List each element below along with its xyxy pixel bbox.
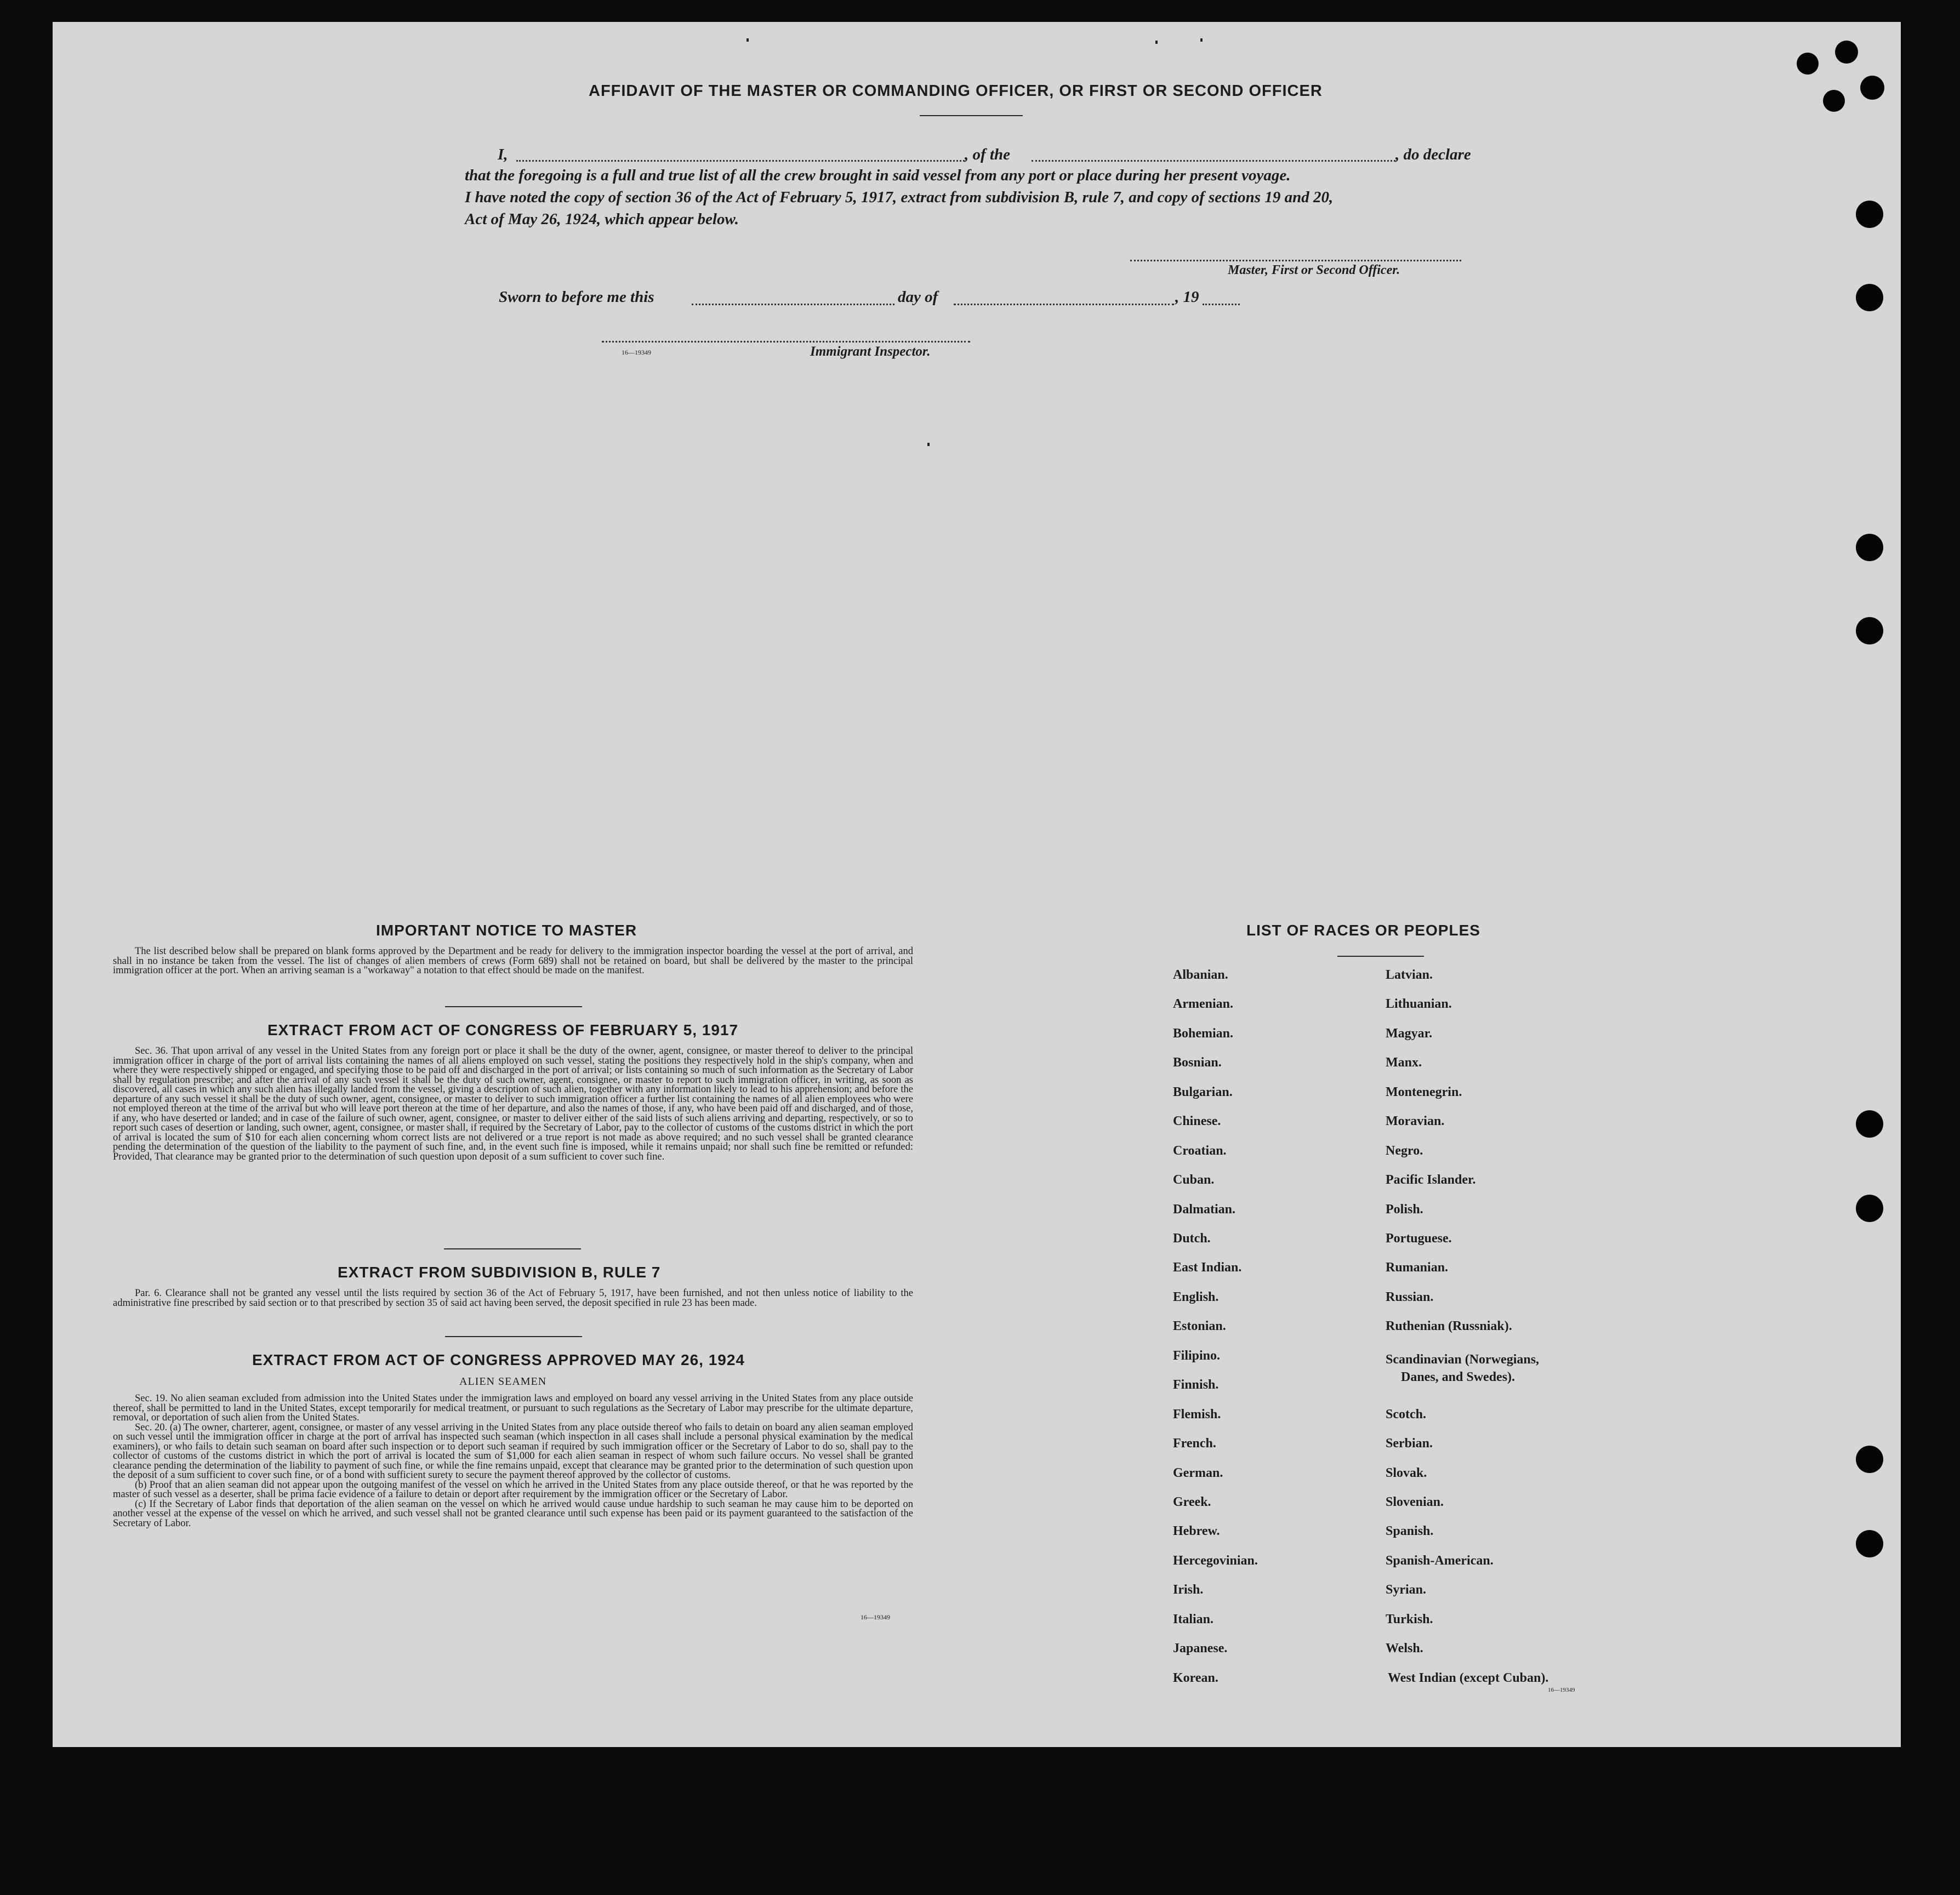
notice-paragraph: The list described below shall be prepared on blank forms approved by the Department and be ready for delivery to the immigration inspector boarding the vessel at the port of arrival, and shall in no instance be taken from the vessel. The list of changes of alien members of crews (Form 689) shall not be retained on board, but shall be delivered by the master to the principal immigration officer at the port. When an arriving seaman is a "workaway" a notation to that effect should be made on the manifest.	[113, 946, 913, 976]
race-item: Greek.	[1173, 1495, 1211, 1509]
race-item: Hercegovinian.	[1173, 1554, 1258, 1568]
punch-hole	[1856, 284, 1883, 311]
sec20c-paragraph: (c) If the Secretary of Labor finds that deportation of the alien seaman on the vessel on which he arrived would cause undue hardship to such seaman he may cause him to be deported on another vessel at the expense of the vessel on which he arrived, and such vessel shall not be granted clearance until such expense has been paid or its payment guaranteed to the satisfaction of the Secretary of Labor.	[113, 1498, 913, 1529]
race-item: Turkish.	[1386, 1612, 1433, 1626]
race-item: Russian.	[1386, 1290, 1434, 1304]
sec19-paragraph: Sec. 19. No alien seaman excluded from admission into the United States under the immigration laws and employed on board any vessel arriving in the United States from any place outside thereof, shall be permitted to land in the United States, except temporarily for medical treatment, or pursuant to such regulations as the Secretary of Labor may prescribe for the ultimate departure, removal, or deportation of such alien from the United States.	[113, 1393, 913, 1423]
vessel-field[interactable]	[1032, 160, 1395, 162]
affidavit-of-the: , of the	[965, 146, 1010, 163]
race-item: Slovak.	[1386, 1466, 1427, 1480]
extract-rule7-title: EXTRACT FROM SUBDIVISION B, RULE 7	[338, 1264, 661, 1281]
sworn-year-field[interactable]	[1203, 304, 1240, 305]
race-item: Bosnian.	[1173, 1055, 1222, 1070]
extract-1917-paragraph: Sec. 36. That upon arrival of any vessel in the United States from any foreign port or place it shall be the duty of the owner, agent, consignee, or master thereof to deliver to the principal immigration officer in charge of the port of arrival lists containing the names of all aliens employed on such vessel, stating the positions they respectively hold in the ship's company, when and where they were respectively shipped or engaged, and specifying those to be paid off and discharged in the port of arrival; or lists containing so much of such information as the Secretary of Labor shall by regulation prescribe; and after the arrival of any such vessel it shall be the duty of such owner, agent, consignee, or master to report to such immigration officer, in writing, as soon as discovered, all cases in which any such alien has illegally landed from the vessel, giving a description of such alien, together with any information likely to lead to his apprehension; and before the departure of any such vessel it shall be the duty of such owner, agent, consignee, or master to deliver to such immigration officer a further list containing the names of all alien employees who were not employed thereon at the time of the arrival but who will leave port thereon at the time of her departure, and also the names of those, if any, who have been paid off and discharged, and of those, if any, who have deserted or landed; and in case of the failure of such owner, agent, consignee, or master to deliver either of the said lists of such aliens arriving and departing, respectively, or so to report such cases of desertion or landing, such owner, agent, consignee, or master shall, if required by the Secretary of Labor, pay to the collector of customs of the customs district in which the port of arrival is located the sum of $10 for each alien concerning whom correct lists are not delivered or a true report is not made as above required; and no such vessel shall be granted clearance pending the determination of the question of the liability to the payment of such fine, and, in the event such fine is imposed, while it remains unpaid; nor shall such fine be remitted or refunded: Provided, That clearance may be granted prior to the determination of such question upon deposit of a sum sufficient to cover such fine.	[113, 1046, 913, 1162]
race-item: English.	[1173, 1290, 1219, 1304]
races-rule	[1337, 956, 1424, 957]
race-item: Serbian.	[1386, 1436, 1433, 1451]
punch-hole	[1860, 76, 1884, 100]
race-item: Slovenian.	[1386, 1495, 1444, 1509]
sworn-prefix: Sworn to before me this	[499, 288, 654, 306]
affidavit-line-3: I have noted the copy of section 36 of the Act of February 5, 1917, extract from subdivision B, rule 7, and copy of sections 19 and 20,	[465, 189, 1334, 206]
extract-1917-title: EXTRACT FROM ACT OF CONGRESS OF FEBRUARY 5, 1917	[267, 1021, 739, 1038]
race-item: East Indian.	[1173, 1260, 1242, 1275]
affidavit-i: I,	[498, 146, 508, 163]
race-item: Finnish.	[1173, 1378, 1219, 1392]
inspector-caption: Immigrant Inspector.	[810, 344, 931, 359]
race-item: Scandinavian (Norwegians,	[1386, 1352, 1540, 1367]
race-item: French.	[1173, 1436, 1216, 1451]
race-item: Croatian.	[1173, 1144, 1227, 1158]
punch-hole	[1797, 53, 1819, 75]
extract-1924-subtitle: ALIEN SEAMEN	[459, 1375, 547, 1388]
race-item: German.	[1173, 1466, 1223, 1480]
race-item: Pacific Islander.	[1386, 1173, 1476, 1187]
affidavit-form-number: 16—19349	[622, 349, 651, 356]
race-item: Syrian.	[1386, 1583, 1427, 1597]
race-item: Bulgarian.	[1173, 1085, 1233, 1099]
race-item: Filipino.	[1173, 1349, 1221, 1363]
race-item: Ruthenian (Russniak).	[1386, 1319, 1512, 1333]
notice-title: IMPORTANT NOTICE TO MASTER	[376, 922, 637, 939]
race-item: Chinese.	[1173, 1114, 1221, 1128]
race-item: Lithuanian.	[1386, 997, 1452, 1011]
race-item: Welsh.	[1386, 1641, 1423, 1656]
race-item: Scotch.	[1386, 1407, 1426, 1422]
sec20a-paragraph: Sec. 20. (a) The owner, charterer, agent, consignee, or master of any vessel arriving in the United States from any place outside thereof who fails to detain on board any alien seaman employed on such vessel until the immigration officer in charge at the port of arrival has inspected such seaman (which inspection in all cases shall include a personal physical examination by the medical examiners), or who fails to detain such seaman on board after such inspection or to deport such seaman if required by such immigration officer or the Secretary of Labor to do so, shall pay to the collector of customs of the customs district in which the port of arrival is located the sum of $1,000 for each alien seaman in respect of whom such failure occurs. No vessel shall be granted clearance pending the determination of the liability to payment of such fine, or while the fine remains unpaid, except that clearance may be granted prior to the determination of such question upon the deposit of a sum sufficient to cover such fine, or of a bond with sufficient surety to secure the payment thereof approved by the collector of customs.	[113, 1422, 913, 1481]
race-item: Korean.	[1173, 1671, 1218, 1685]
race-item: Armenian.	[1173, 997, 1233, 1011]
punch-hole	[1835, 41, 1858, 64]
punch-hole	[1856, 1530, 1883, 1557]
races-form-number: 16—19349	[1548, 1687, 1575, 1693]
speck	[747, 38, 749, 42]
affidavit-line-2: that the foregoing is a full and true list of all the crew brought in said vessel from any port or place during her present voyage.	[465, 167, 1291, 184]
race-item: Bohemian.	[1173, 1026, 1234, 1041]
race-item: Danes, and Swedes).	[1401, 1370, 1515, 1384]
name-field[interactable]	[516, 160, 965, 162]
race-item: West Indian (except Cuban).	[1388, 1671, 1549, 1685]
race-item: Japanese.	[1173, 1641, 1228, 1656]
race-item: Irish.	[1173, 1583, 1204, 1597]
extract-rule7-text	[113, 1289, 913, 1308]
affidavit-line-4: Act of May 26, 1924, which appear below.	[465, 210, 739, 228]
extract-1924-title: EXTRACT FROM ACT OF CONGRESS APPROVED MAY 26, 1924	[252, 1351, 745, 1368]
affidavit-declare: , do declare	[1395, 146, 1471, 163]
inspector-signature-field[interactable]	[602, 341, 970, 343]
race-item: Albanian.	[1173, 968, 1228, 982]
speck	[1200, 38, 1203, 42]
sworn-year: , 19	[1175, 288, 1199, 306]
notice-text	[113, 947, 913, 976]
race-item: Moravian.	[1386, 1114, 1445, 1128]
title-rule	[920, 115, 1023, 116]
race-item: Italian.	[1173, 1612, 1214, 1626]
punch-hole	[1856, 1195, 1883, 1222]
race-item: Negro.	[1386, 1144, 1423, 1158]
master-signature-field[interactable]	[1130, 260, 1461, 261]
extract-rule7-paragraph: Par. 6. Clearance shall not be granted any vessel until the lists required by section 36 of the Act of February 5, 1917, have been furnished, and not then unless notice of liability to the administrative fine prescribed by said section or to that prescribed by section 35 of said act having been served, the deposit specified in rule 23 has been made.	[113, 1288, 913, 1309]
section-rule	[444, 1248, 581, 1249]
race-item: Cuban.	[1173, 1173, 1215, 1187]
race-item: Latvian.	[1386, 968, 1433, 982]
race-item: Dalmatian.	[1173, 1202, 1235, 1217]
race-item: Estonian.	[1173, 1319, 1226, 1333]
race-item: Portuguese.	[1386, 1231, 1452, 1246]
speck	[927, 443, 930, 446]
extract-1924-text	[113, 1394, 913, 1528]
race-item: Hebrew.	[1173, 1524, 1220, 1538]
race-item: Rumanian.	[1386, 1260, 1449, 1275]
race-item: Dutch.	[1173, 1231, 1211, 1246]
race-item: Flemish.	[1173, 1407, 1221, 1422]
punch-hole	[1856, 1446, 1883, 1473]
section-rule	[445, 1336, 582, 1337]
punch-hole	[1856, 534, 1883, 561]
affidavit-title: AFFIDAVIT OF THE MASTER OR COMMANDING OFFICER, OR FIRST OR SECOND OFFICER	[589, 82, 1323, 100]
race-item: Manx.	[1386, 1055, 1422, 1070]
punch-hole	[1823, 90, 1845, 112]
speck	[1155, 41, 1158, 44]
races-title: LIST OF RACES OR PEOPLES	[1246, 922, 1480, 939]
race-item: Polish.	[1386, 1202, 1423, 1217]
sworn-day-of: day of	[898, 288, 938, 306]
section-rule	[445, 1006, 582, 1007]
race-item: Montenegrin.	[1386, 1085, 1462, 1099]
extract-1924-form-number: 16—19349	[861, 1613, 890, 1621]
sec20b-paragraph: (b) Proof that an alien seaman did not appear upon the outgoing manifest of the vessel on which he arrived in the United States from any place outside thereof, or that he was reported by the master of such vessel as a deserter, shall be prima facie evidence of a failure to detain or deport after requirement by the immigration officer or the Secretary of Labor.	[113, 1479, 913, 1500]
punch-hole	[1856, 201, 1883, 228]
race-item: Spanish.	[1386, 1524, 1434, 1538]
race-item: Magyar.	[1386, 1026, 1433, 1041]
punch-hole	[1856, 617, 1883, 644]
sworn-month-field[interactable]	[954, 304, 1174, 305]
punch-hole	[1856, 1110, 1883, 1138]
extract-1917-text	[113, 1047, 913, 1162]
master-signature-caption: Master, First or Second Officer.	[1228, 263, 1400, 277]
sworn-day-field[interactable]	[692, 304, 894, 305]
race-item: Spanish-American.	[1386, 1554, 1494, 1568]
